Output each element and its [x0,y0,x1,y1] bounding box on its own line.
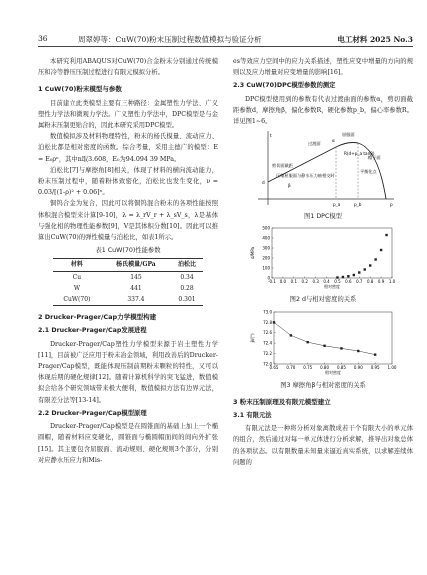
y-tick-label: 0 [267,275,270,281]
left-column [38,56,218,466]
beta-vs-density-chart [248,308,398,378]
table-cell: 337.4 [127,296,145,304]
y-tick-label: 300 [262,245,270,251]
data-point [357,349,359,351]
y-tick-label: 72.2 [263,350,272,356]
s1-paragraph-2: 数值模拟涉及材料物理特性，粉末的杨氏模量、流动应力、泊松比都是相对密度的函数。综合考量，采用主德广的模型：E = E₀ρⁿ，其中n取3.608，E₀为94.094 39 MPa。 [38,133,218,163]
y-tick-label: 72.0 [263,361,272,367]
x-tick-label: 0.90 [353,364,363,370]
y-tick-label: 73.0 [263,309,272,315]
data-point [273,321,275,323]
yield-label: 屈服面 [342,132,355,138]
pb-label: p_b [354,202,362,208]
hardening-label: 压缩屈服面与静水压力轴相交时 [276,173,335,179]
y-tick-label: 100 [262,265,270,271]
section-2-1-title: 2.1 Drucker-Prager/Cap发展进程 [38,327,147,335]
y-axis-label: d/MPa [250,247,255,260]
x-tick-label: 0.85 [336,364,346,370]
x-tick-label: 0.7 [356,279,363,285]
plot-frame [272,228,392,278]
shear-label: 剪切面截距 [272,163,293,169]
intro-paragraph: 本研究利用ABAQUS对CuW(70)合金粉末分别通过传统模压和冷等静压压制过程进行有限元模拟分析。 [38,58,218,77]
transition-label: 过渡面 [308,141,321,147]
table-cell: Cu [72,273,82,281]
data-point [336,277,338,279]
series-line [274,322,375,354]
x-axis-label: 相对密度 [324,284,340,290]
running-title: 周翠婷等：CuW(70)粉末压制过程数值模拟与验证分析 [78,35,262,44]
s1-paragraph-4: 铜钨合金为复合，因此可以将铜钨混合粉末的各项性能按照体积混合模型来计算[9-10]，λ = λ_rV_r + λ_sV_s，λ是基体与强化相的物理性能参数[9]，V是其体积分数[10]。因此可以推算出CuW(70)的弹性模量与泊松比，如表1所示。 [38,200,218,242]
plot-frame [274,312,392,364]
data-point [353,274,355,276]
balance-label: 平衡化点 [360,169,377,175]
s1-paragraph-1: 目前建立此类模型主要有三种路径：金属塑性力学法、广义塑性力学法和微观力学法。广义塑性力学法中，DPC模型是与金属粉末压制更贴合的，因此本研究采用DPC模型。 [38,99,218,130]
x-tick-label: 0.95 [370,364,380,370]
alpha-label: α [332,138,335,144]
x-tick-label: 0.80 [320,364,330,370]
figure-1-caption: 图1 DPC模型 [304,213,342,221]
table-header: 杨氏模量/GPa [116,261,156,269]
data-point [374,259,376,261]
x-tick-label: -0.1 [268,279,276,285]
table-row [53,283,203,294]
table-header: 材料 [70,261,83,269]
data-point [385,234,387,236]
beta-label: β [288,183,291,189]
y-tick-label: 200 [262,255,270,261]
y-tick-label: 500 [262,225,270,231]
y-tick-label: 72.8 [263,319,272,325]
table-1 [53,258,203,306]
data-point [323,344,325,346]
x-tick-label: 0.4 [323,279,330,285]
s21-paragraph: Drucker-Prager/Cap塑性力学模型来源于岩土塑性力学[11]，目前被广泛应用于粉末冶金领域，利用改善后的Drucker-Prager/Cap模型，既能体现压制前期粉末颗粒的特性，又可以体现后期的硬化规律[12]。随着计算机科学的突飞猛进，数值模拟会给各个研究领域带来极大便利，数值模拟方法有边界元法，有限差分法等[13-14]。 [38,340,218,404]
table-cell: 0.34 [180,273,194,281]
table-cell: 0.28 [180,284,194,292]
journal-info: 电工材料 2025 No.3 [337,35,413,44]
y-axis-label: β/(°) [250,333,255,343]
p-axis-label: p [390,202,393,208]
table-row [53,271,203,283]
data-point [374,353,376,355]
section-1-title: 1 CuW(70)粉末模型与参数 [38,85,122,94]
x-tick-label: 0.75 [303,364,313,370]
header-rule [38,46,413,47]
right-column [233,56,413,468]
x-axis-label: 相对密度 [325,369,341,375]
s31-paragraph: 有限元法是一种将分析对象离散成若干个有限大小的单元体的组合，然后通过对每一单元体进行分析求解，推导出对象总体的各项状态。以有限数量未知量来逼近真实系统，以求解连续体问题的 [233,425,413,466]
continued-paragraph: es等效应力空间中的应力关系描述，塑性应变中增量的方向的规则以及应力增量对应变增量的影响[16]。 [233,58,413,77]
table-header: 泊松比 [178,261,197,269]
d-label: d [262,180,265,186]
table-1-title: 表1 CuW(70)性能参数 [95,247,161,255]
table-cell: 0.301 [178,296,196,304]
data-point [342,276,344,278]
section-2-3-title: 2.3 CuW(70)DPC模型参数的测定 [233,82,336,90]
x-tick-label: 0.65 [269,364,279,370]
y-tick-label: 72.4 [263,340,272,346]
x-tick-label: 0.8 [366,279,374,285]
pa-label: p_a [333,202,341,208]
rd-label: R(d+p_a tanβ) [344,151,375,157]
x-tick-label: 0.3 [312,279,319,285]
s23-paragraph: DPC模型使用到的参数有代表过渡曲面的参数α，剪切面截距参数d，摩擦角β，偏化参数R，硬化参数p_b，偏心率参数R。详见图1~6。 [233,95,413,126]
x-tick-label: 0.70 [286,364,296,370]
section-2-2-title: 2.2 Drucker-Prager/Cap模型原理 [38,409,147,417]
table-cell: 441 [130,284,142,292]
data-point [307,341,309,343]
dpc-model-diagram [248,127,398,209]
data-point [364,269,366,271]
section-2-title: 2 Drucker-Prager/Cap力学模型构建 [38,313,157,322]
s1-paragraph-3: 泊松比[7]与摩擦角[8]相关，体现了材料的横向流动能力，粉末压制过程中，随着粉体致密化，泊松比也发生变化，ν = 0.03/[(1-ρ)² + 0.06]ⁿ。 [38,166,218,197]
data-point [347,275,349,277]
data-point [340,347,342,349]
t-axis-label: t [270,133,272,139]
figure-3-caption: 图3 摩擦角β与相对密度的关系 [280,381,366,389]
section-3-1-title: 3.1 有限元法 [233,412,272,420]
x-tick-label: 0.6 [345,279,352,285]
section-3-title: 3 粉末压制原理及有限元模型建立 [233,397,331,406]
data-point [290,334,292,336]
figure-2-caption: 图2 d与相对密度的关系 [289,296,357,304]
x-tick-label: 0.5 [334,279,341,285]
y-tick-label: 400 [262,235,270,241]
x-tick-label: 0.0 [279,279,287,285]
table-cell: CuW(70) [63,296,91,304]
x-tick-label: 0.9 [377,279,385,285]
d-vs-density-chart [248,224,398,292]
x-tick-label: 0.2 [301,279,308,285]
x-tick-label: 1.00 [387,364,397,370]
x-tick-label: 1.0 [388,279,396,285]
data-point [369,265,371,267]
page-number: 36 [38,34,48,43]
table-row [53,294,203,306]
running-header [38,34,413,46]
y-tick-label: 72.6 [263,329,272,335]
data-point [380,249,382,251]
s22-paragraph: Drucker-Prager/Cap模型是在圆锥面的基础上加上一个椭圆帽，随着材料应变硬化，圆锥面与椭圆帽面间的间向外扩张[15]。其主要包含屈服面、流动规则、硬化规则3个部分，分别对应静水压应力和Mis- [38,423,218,464]
x-tick-label: 0.1 [290,279,298,285]
data-point [358,272,360,274]
cap-label: 帽子面 [368,155,381,161]
table-cell: 145 [130,273,142,281]
table-cell: W [73,284,80,292]
